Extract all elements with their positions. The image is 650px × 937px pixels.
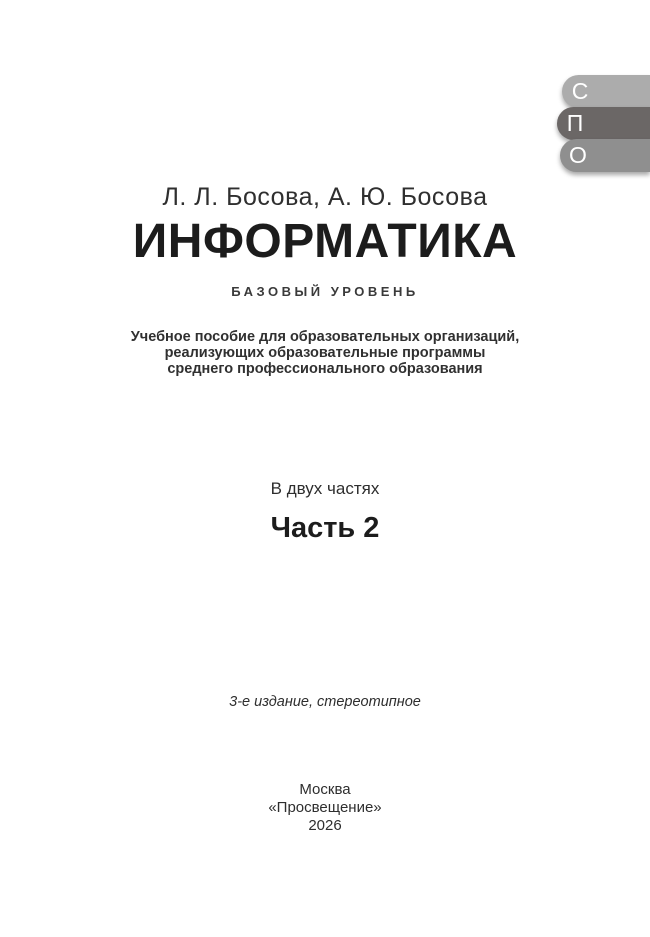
imprint-block	[0, 781, 650, 835]
corner-tab-s	[562, 75, 650, 108]
audience-line-3: среднего профессионального образования	[167, 361, 483, 377]
audience-paragraph	[0, 329, 650, 377]
imprint-publisher: «Просвещение»	[268, 799, 382, 816]
book-title: ИНФОРМАТИКА	[132, 215, 518, 268]
level-caption: БАЗОВЫЙ УРОВЕНЬ	[231, 284, 419, 299]
corner-tab-p-label: П	[566, 110, 584, 136]
authors-line: Л. Л. Босова, А. Ю. Босова	[162, 183, 488, 211]
audience-line-1: Учебное пособие для образовательных организаций,	[130, 329, 520, 345]
imprint-year: 2026	[308, 817, 342, 834]
corner-tab-s-label: С	[571, 78, 589, 104]
corner-tab-o	[560, 139, 650, 172]
part-number: Часть 2	[270, 512, 380, 544]
parts-note: В двух частях	[270, 479, 380, 498]
edition-note: 3-е издание, стереотипное	[229, 694, 421, 710]
corner-tab-o-label: О	[569, 142, 587, 168]
corner-tab-p	[557, 107, 650, 140]
imprint-city: Москва	[299, 781, 351, 798]
audience-line-2: реализующих образовательные программы	[164, 345, 486, 361]
